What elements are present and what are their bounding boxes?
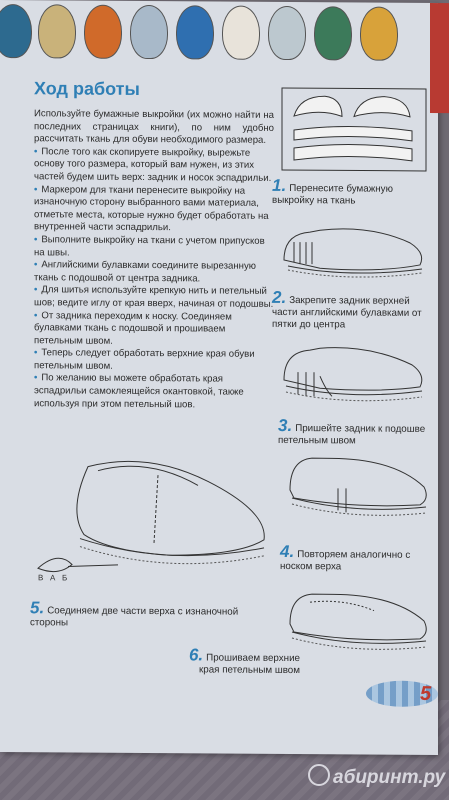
instruction-paragraph: • По желанию вы можете обработать края эспадрильи самоклеящейся окантовкой, также используя при этом петельный шов. <box>34 373 274 412</box>
joined-upper-illustration <box>28 450 278 588</box>
instructions-text <box>34 108 274 412</box>
labirint-logo-icon <box>308 764 330 786</box>
step-6-caption <box>170 645 300 677</box>
stitch-label: А <box>50 573 56 583</box>
step-number: 1. <box>272 175 287 195</box>
instruction-paragraph: • Маркером для ткани перенесите выкройку на изнаночную сторону выбранного вами материала, отметьте места, которые нужно будет обработать на внутренней части эспадрильи. <box>34 184 274 236</box>
watermark-text: абиринт.ру <box>333 767 446 788</box>
espadrille-photo-strip <box>0 0 438 67</box>
instruction-paragraph: • После того как скопируете выкройку, вырежьте основу того размера, который вам нужен, из этих частей будем шить верх: задник и носок эспадрильи. <box>34 146 274 185</box>
instruction-paragraph: • Теперь следует обработать верхние края обуви петельным швом. <box>34 348 274 375</box>
instruction-paragraph: Используйте бумажные выкройки (их можно найти на последних страницах книги), по ним удобно рассчитать ткань для обуви необходимого размера. <box>34 108 274 147</box>
watermark <box>308 764 445 789</box>
step-number: 5. <box>30 598 45 618</box>
step-text: Прошиваем верхние края петельным швом <box>198 652 300 677</box>
step-text: Повторяем аналогично с носком верха <box>280 549 411 573</box>
espadrille-image <box>0 4 32 58</box>
espadrille-image <box>38 4 76 58</box>
espadrille-image <box>130 5 168 59</box>
step-text: Соединяем две части верха с изнаночной стороны <box>30 605 239 629</box>
step-1-caption <box>272 175 422 208</box>
step-number: 2. <box>272 287 287 307</box>
espadrille-image <box>268 6 306 60</box>
top-edge-stitched-illustration <box>284 588 432 663</box>
espadrille-image <box>84 5 122 59</box>
pattern-pieces-illustration <box>280 86 430 175</box>
step-number: 4. <box>280 541 295 562</box>
instruction-paragraph: • Для шитья используйте крепкую нить и петельный шов; ведите иглу от края вверх, начиная от подошвы. <box>34 285 274 312</box>
espadrille-image <box>222 6 260 60</box>
step-text: Пришейте задник к подошве петельным швом <box>278 423 426 447</box>
page-title: Ход работы <box>34 78 140 99</box>
step-2-caption <box>272 287 422 332</box>
step-number: 3. <box>278 415 293 436</box>
instruction-paragraph: • От задника переходим к носку. Соединяем булавками ткань с подошвой и прошиваем петельным швом. <box>34 310 274 349</box>
step-4-caption <box>280 541 430 574</box>
espadrille-image <box>360 7 398 61</box>
step-5-caption <box>30 598 270 631</box>
instruction-paragraph: • Выполните выкройку на ткани с учетом припусков на швы. <box>34 234 274 261</box>
step-text: Перенесите бумажную выкройку на ткань <box>272 183 393 207</box>
step-3-caption <box>278 415 428 448</box>
toe-stitched-illustration <box>284 452 432 527</box>
espadrille-image <box>176 5 214 59</box>
step-text: Закрепите задник верхней части английскими булавками от пятки до центра <box>272 295 422 331</box>
heel-pinned-illustration <box>280 212 430 285</box>
espadrille-image <box>314 6 352 60</box>
instruction-paragraph: • Английскими булавками соедините вырезанную ткань с подошвой от центра задника. <box>34 259 274 286</box>
step-number: 6. <box>188 645 204 665</box>
stitch-label: В <box>38 573 44 583</box>
right-color-band <box>430 3 449 113</box>
stitch-label: Б <box>62 573 68 583</box>
heel-stitched-illustration <box>280 336 430 413</box>
page-number: 5 <box>420 682 432 706</box>
